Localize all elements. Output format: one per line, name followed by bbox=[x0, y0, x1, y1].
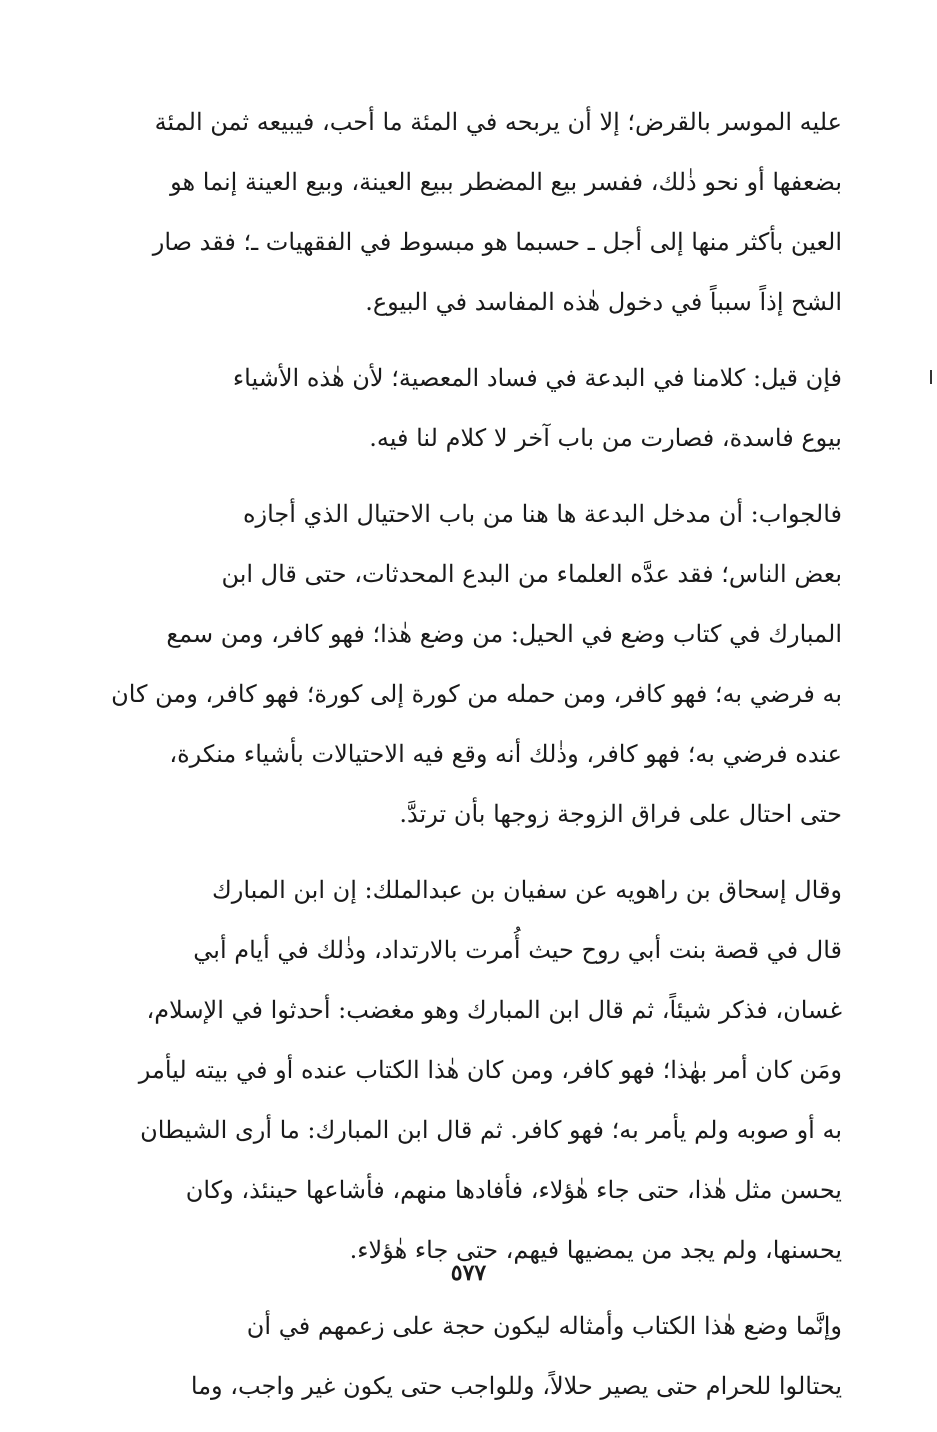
text-line: عنده فرضي به؛ فهو كافر، وذٰلك أنه وقع فيه الاحتيالات بأشياء منكرة، bbox=[169, 740, 842, 768]
text-line: يحسن مثل هٰذا، حتى جاء هٰؤلاء، فأفادها منهم، فأشاعها حينئذ، وكان bbox=[185, 1176, 842, 1204]
page-number: ٥٧٧ bbox=[450, 1260, 487, 1286]
text-line: غسان، فذكر شيئاً، ثم قال ابن المبارك وهو مغضب: أحدثوا في الإسلام، bbox=[146, 996, 842, 1024]
text-line: العين بأكثر منها إلى أجل ـ حسبما هو مبسوط في الفقهيات ـ؛ فقد صار bbox=[152, 228, 842, 256]
text-line: به أو صوبه ولم يأمر به؛ فهو كافر. ثم قال ابن المبارك: ما أرى الشيطان bbox=[140, 1116, 842, 1144]
page-body-text bbox=[110, 92, 842, 1432]
text-line: قال في قصة بنت أبي روح حيث أُمرت بالارتداد، وذٰلك في أيام أبي bbox=[193, 936, 842, 964]
text-line: به فرضي به؛ فهو كافر، ومن حمله من كورة إلى كورة؛ فهو كافر، ومن كان bbox=[111, 680, 842, 708]
paragraph-1 bbox=[110, 92, 842, 332]
text-line: حتى احتال على فراق الزوجة زوجها بأن ترتدَّ. bbox=[399, 800, 842, 828]
text-line: بيوع فاسدة، فصارت من باب آخر لا كلام لنا فيه. bbox=[369, 424, 842, 452]
text-line: المبارك في كتاب وضع في الحيل: من وضع هٰذا؛ فهو كافر، ومن سمع bbox=[166, 620, 842, 648]
text-line: ومَن كان أمر بهٰذا؛ فهو كافر، ومن كان هٰذا الكتاب عنده أو في بيته ليأمر bbox=[138, 1056, 842, 1084]
text-line: عليه الموسر بالقرض؛ إلا أن يربحه في المئة ما أحب، فيبيعه ثمن المئة bbox=[154, 108, 842, 136]
text-line: فالجواب: أن مدخل البدعة ها هنا من باب الاحتيال الذي أجازه bbox=[242, 500, 842, 528]
paragraph-4 bbox=[110, 860, 842, 1280]
text-line: الشح إذاً سبباً في دخول هٰذه المفاسد في البيوع. bbox=[365, 288, 842, 316]
text-line: فإن قيل: كلامنا في البدعة في فساد المعصية؛ لأن هٰذه الأشياء bbox=[232, 364, 842, 392]
text-line: يحسنها، ولم يجد من يمضيها فيهم، حتى جاء هٰؤلاء. bbox=[349, 1236, 842, 1264]
paragraph-3 bbox=[110, 484, 842, 844]
margin-mark bbox=[930, 370, 932, 384]
text-line: بضعفها أو نحو ذٰلك، ففسر بيع المضطر ببيع العينة، وبيع العينة إنما هو bbox=[170, 168, 842, 196]
text-line: وقال إسحاق بن راهويه عن سفيان بن عبدالملك: إن ابن المبارك bbox=[211, 876, 842, 904]
paragraph-5 bbox=[110, 1296, 842, 1416]
paragraph-2 bbox=[110, 348, 842, 468]
text-line: وإنَّما وضع هٰذا الكتاب وأمثاله ليكون حجة على زعمهم في أن bbox=[246, 1312, 842, 1340]
text-line: يحتالوا للحرام حتى يصير حلالاً، وللواجب حتى يكون غير واجب، وما bbox=[190, 1372, 842, 1400]
text-line: بعض الناس؛ فقد عدَّه العلماء من البدع المحدثات، حتى قال ابن bbox=[221, 560, 842, 588]
